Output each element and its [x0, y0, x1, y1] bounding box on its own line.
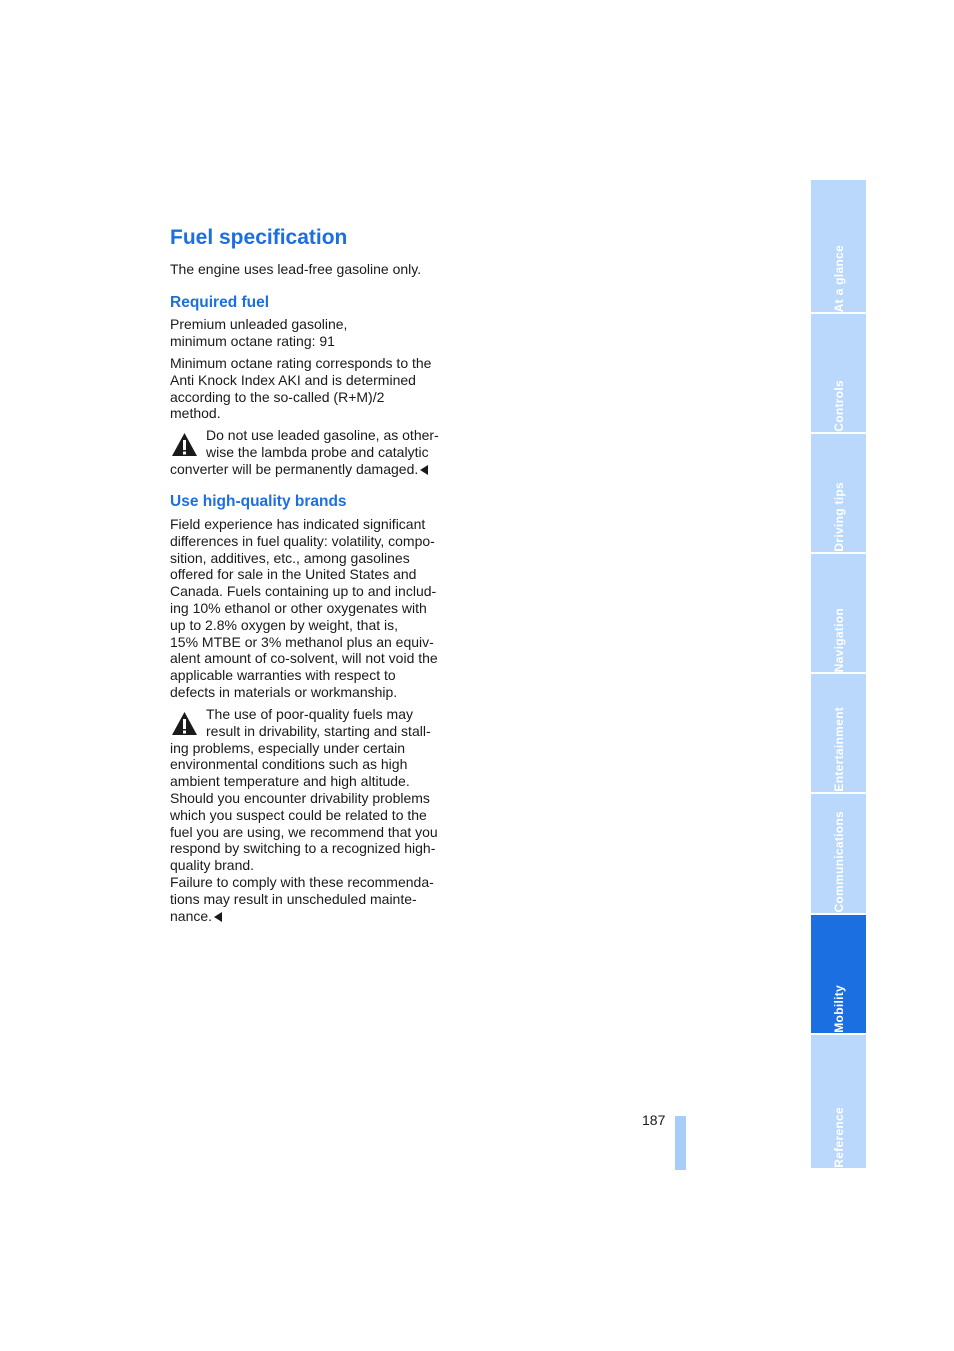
text-line: method.: [170, 405, 221, 422]
text-line: Anti Knock Index AKI and is determined: [170, 371, 416, 388]
text-line: Should you encounter drivability problems: [170, 789, 430, 806]
text-line: converter will be permanently damaged.: [170, 460, 419, 477]
tab-label: Navigation: [831, 607, 846, 672]
text-line: environmental conditions such as high: [170, 756, 408, 773]
page-marker-bar: [675, 1116, 686, 1170]
text-line: defects in materials or workmanship.: [170, 683, 398, 700]
text-line: Canada. Fuels containing up to and includ-: [170, 583, 437, 600]
tab-communications[interactable]: [811, 794, 866, 913]
page-title: Fuel specification: [170, 226, 348, 249]
text-line: Do not use leaded gasoline, as other-: [206, 427, 439, 443]
tab-navigation[interactable]: [811, 554, 866, 672]
tab-at-a-glance[interactable]: [811, 180, 866, 312]
text-line: quality brand.: [170, 857, 255, 874]
text-line: ing problems, especially under certain: [170, 739, 406, 756]
text-line: Minimum octane rating corresponds to the: [170, 355, 432, 371]
text-line: tions may result in unscheduled mainte-: [170, 890, 417, 907]
text-line: ambient temperature and high altitude.: [170, 773, 410, 790]
text-line: minimum octane rating: 91: [170, 332, 335, 349]
text-line: Field experience has indicated significant: [170, 516, 426, 532]
intro-text: The engine uses lead-free gasoline only.: [170, 261, 422, 277]
text-line: The use of poor-quality fuels may: [206, 706, 413, 722]
tab-driving-tips[interactable]: [811, 434, 866, 552]
tab-label: Driving tips: [831, 482, 846, 552]
tab-label: Communications: [831, 811, 846, 913]
text-line: fuel you are using, we recommend that you: [170, 823, 438, 840]
text-line: 15% MTBE or 3% methanol plus an equiv-: [170, 633, 434, 650]
text-line: sition, additives, etc., among gasolines: [170, 549, 410, 566]
text-line: Premium unleaded gasoline,: [170, 316, 348, 332]
text-line: nance.: [170, 907, 213, 924]
text-line: offered for sale in the United States and: [170, 566, 417, 583]
required-fuel-warning: [170, 427, 470, 477]
text-line: according to the so-called (R+M)/2: [170, 388, 385, 405]
text-line: applicable warranties with respect to: [170, 667, 396, 684]
page-number: 187: [642, 1112, 666, 1128]
required-fuel-heading: Required fuel: [170, 294, 270, 311]
chapter-sidebar: [811, 180, 866, 1168]
brands-heading: Use high-quality brands: [170, 493, 347, 510]
text-line: which you suspect could be related to the: [170, 806, 427, 823]
tab-label: Mobility: [831, 985, 846, 1033]
text-line: differences in fuel quality: volatility, compo-: [170, 532, 435, 549]
brands-para: [170, 516, 438, 701]
tab-label: Reference: [831, 1107, 846, 1168]
end-of-section-arrow-icon: [420, 465, 428, 475]
tab-label: Controls: [831, 380, 846, 432]
end-of-section-arrow-icon: [214, 912, 222, 922]
text-line: wise the lambda probe and catalytic: [206, 443, 429, 460]
text-line: respond by switching to a recognized high-: [170, 840, 436, 857]
text-line: Failure to comply with these recommenda-: [170, 873, 434, 890]
text-line: result in drivability, starting and stall-: [206, 722, 431, 739]
tab-label: At a glance: [831, 244, 846, 312]
tab-controls[interactable]: [811, 314, 866, 432]
text-line: ing 10% ethanol or other oxygenates with: [170, 599, 427, 616]
text-line: up to 2.8% oxygen by weight, that is,: [170, 616, 399, 633]
required-fuel-para2: [170, 355, 431, 422]
tab-label: Entertainment: [831, 707, 846, 792]
tab-entertainment[interactable]: [811, 674, 866, 792]
brands-warning: [170, 706, 470, 924]
tab-reference[interactable]: [811, 1035, 866, 1168]
tab-mobility[interactable]: [811, 915, 866, 1033]
text-line: alent amount of co-solvent, will not void the: [170, 650, 438, 667]
required-fuel-para1: [170, 316, 347, 350]
